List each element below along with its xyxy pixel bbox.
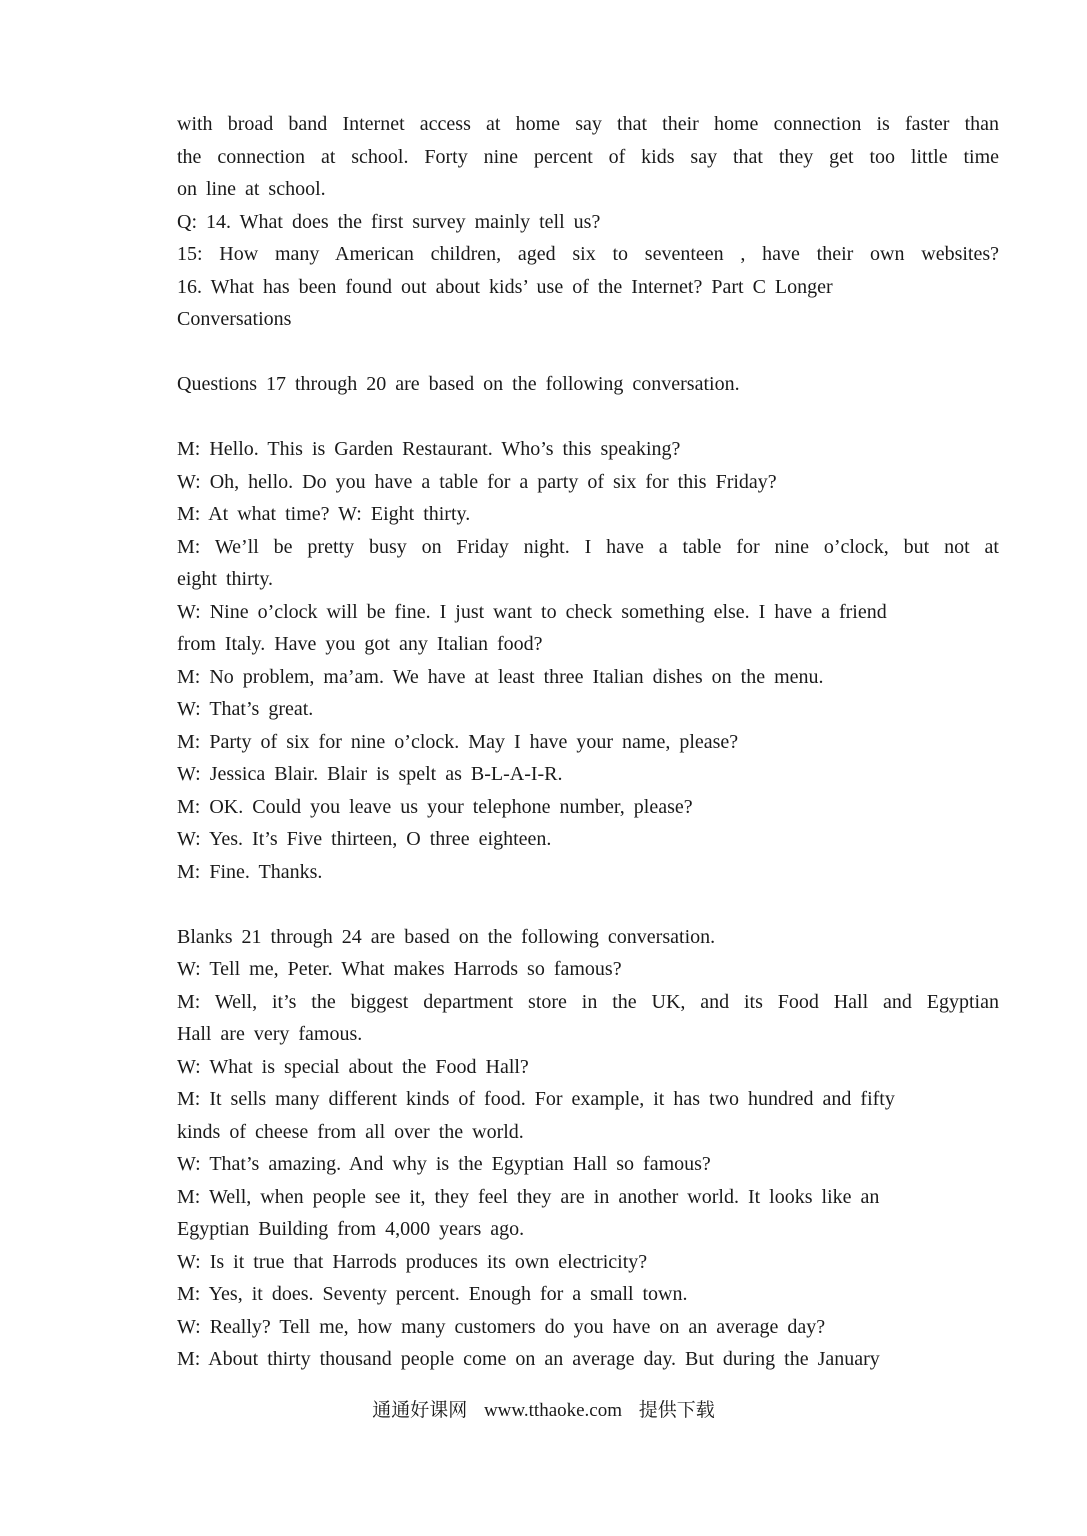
text-line: Questions 17 through 20 are based on the following conversation. bbox=[177, 373, 740, 395]
text-line: Conversations bbox=[177, 308, 292, 330]
text-line: M: Fine. Thanks. bbox=[177, 860, 323, 883]
text-line: with broad band Internet access at home say that their home connection is faster than bbox=[177, 113, 999, 135]
text-line: M: It sells many different kinds of food. For example, it has two hundred and fifty bbox=[177, 1088, 895, 1110]
text-line: eight thirty. bbox=[177, 568, 274, 590]
text-line: W: Nine o’clock will be fine. I just want to check something else. I have a friend bbox=[177, 600, 887, 623]
text-line: M: Yes, it does. Seventy percent. Enough for a small town. bbox=[177, 1283, 688, 1305]
page-footer bbox=[0, 1398, 1087, 1424]
text-line: kinds of cheese from all over the world. bbox=[177, 1120, 524, 1143]
text-line: W: Oh, hello. Do you have a table for a party of six for this Friday? bbox=[177, 470, 777, 493]
text-line: 15: How many American children, aged six to seventeen , have their own websites? bbox=[177, 243, 999, 265]
text-line: from Italy. Have you got any Italian food? bbox=[177, 633, 543, 655]
text-line: the connection at school. Forty nine percent of kids say that they get too little time bbox=[177, 145, 999, 168]
blank-line bbox=[177, 401, 999, 434]
text-line: Hall are very famous. bbox=[177, 1023, 363, 1045]
text-line: M: Well, when people see it, they feel they are in another world. It looks like an bbox=[177, 1185, 880, 1208]
text-line: M: No problem, ma’am. We have at least three Italian dishes on the menu. bbox=[177, 665, 824, 688]
text-line: Egyptian Building from 4,000 years ago. bbox=[177, 1218, 525, 1240]
text-line: M: Party of six for nine o’clock. May I have your name, please? bbox=[177, 730, 739, 753]
text-line: 16. What has been found out about kids’ use of the Internet? Part C Longer bbox=[177, 275, 833, 298]
text-line: Blanks 21 through 24 are based on the following conversation. bbox=[177, 925, 716, 948]
text-line: W: Jessica Blair. Blair is spelt as B-L-A-I-R. bbox=[177, 763, 563, 785]
text-line: W: That’s amazing. And why is the Egyptian Hall so famous? bbox=[177, 1153, 711, 1175]
text-line: M: We’ll be pretty busy on Friday night. I have a table for nine o’clock, but not at bbox=[177, 535, 999, 558]
footer-note: 提供下载 bbox=[638, 1400, 715, 1421]
blank-line bbox=[177, 336, 999, 369]
text-line: Q: 14. What does the first survey mainly tell us? bbox=[177, 210, 601, 233]
text-line: M: About thirty thousand people come on an average day. But during the January bbox=[177, 1348, 880, 1370]
blank-line bbox=[177, 888, 999, 921]
text-line: W: Is it true that Harrods produces its own electricity? bbox=[177, 1250, 648, 1273]
footer-site-name: 通通好课网 bbox=[372, 1400, 468, 1421]
text-line: M: Hello. This is Garden Restaurant. Who’s this speaking? bbox=[177, 438, 681, 460]
text-line: W: Really? Tell me, how many customers do you have on an average day? bbox=[177, 1315, 826, 1338]
text-line: M: OK. Could you leave us your telephone number, please? bbox=[177, 795, 693, 818]
text-line: W: Tell me, Peter. What makes Harrods so famous? bbox=[177, 958, 622, 980]
footer-url: www.tthaoke.com bbox=[483, 1400, 623, 1421]
document-body bbox=[177, 108, 999, 1376]
text-line: W: That’s great. bbox=[177, 698, 314, 720]
text-line: W: What is special about the Food Hall? bbox=[177, 1055, 529, 1078]
text-line: W: Yes. It’s Five thirteen, O three eighteen. bbox=[177, 828, 552, 850]
text-line: M: At what time? W: Eight thirty. bbox=[177, 503, 471, 525]
text-line: on line at school. bbox=[177, 178, 326, 200]
text-line: M: Well, it’s the biggest department store in the UK, and its Food Hall and Egyptian bbox=[177, 990, 999, 1013]
